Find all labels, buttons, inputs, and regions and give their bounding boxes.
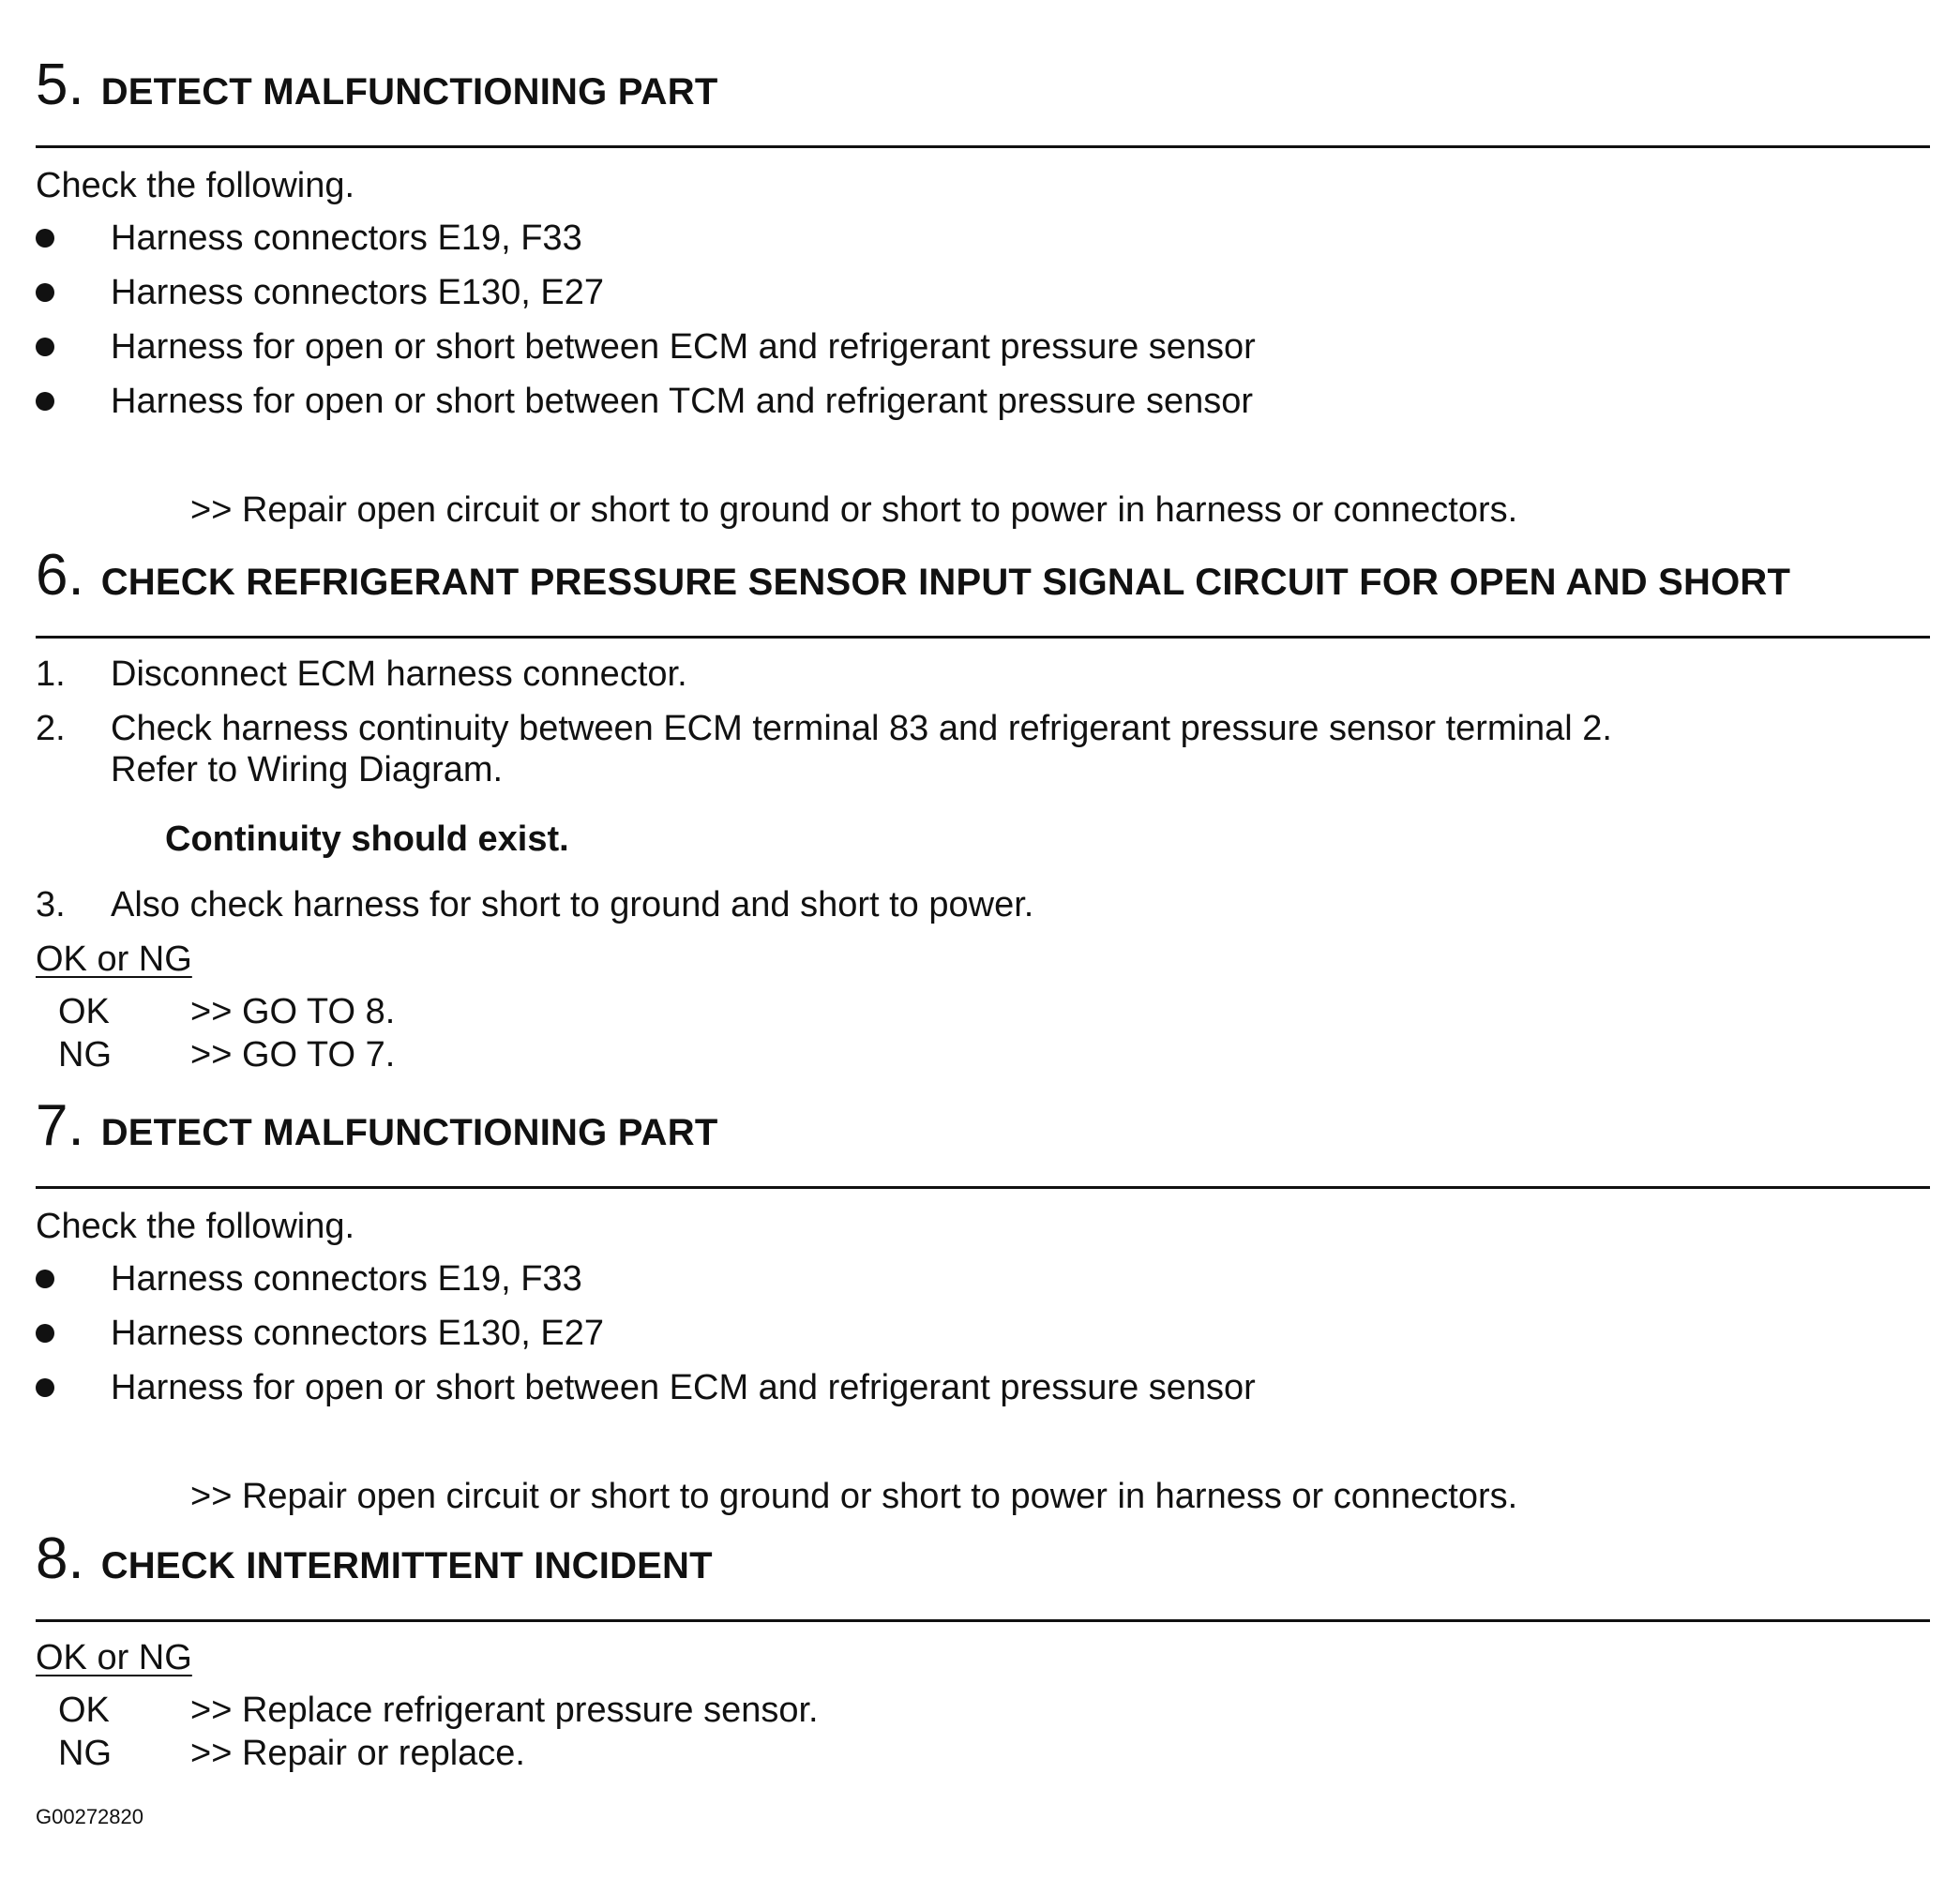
heading-rule (36, 636, 1930, 639)
step-number: 8 (36, 1526, 68, 1591)
heading-rule (36, 1619, 1930, 1622)
list-item: Harness connectors E19, F33 (111, 1259, 582, 1299)
result-key: NG (58, 1734, 112, 1773)
bullet-icon (36, 283, 54, 302)
step-title: DETECT MALFUNCTIONING PART (100, 1112, 718, 1153)
emphasis-text: Continuity should exist. (165, 819, 569, 859)
bullet-icon (36, 338, 54, 356)
result-key: OK (58, 992, 110, 1031)
intro-text: Check the following. (36, 166, 355, 205)
step-number: 7 (36, 1093, 68, 1158)
result-value: >> Repair or replace. (190, 1734, 525, 1773)
figure-code: G00272820 (36, 1805, 143, 1828)
section-heading: 6. CHECK REFRIGERANT PRESSURE SENSOR INPUT SIGNAL CIRCUIT FOR OPEN AND SHORT (36, 543, 1791, 608)
list-item: Harness connectors E130, E27 (111, 273, 604, 312)
section-heading: 7. DETECT MALFUNCTIONING PART (36, 1093, 718, 1158)
result-value: >> GO TO 7. (190, 1035, 396, 1075)
heading-rule (36, 1186, 1930, 1189)
bullet-icon (36, 1270, 54, 1288)
list-item: Harness for open or short between ECM and refrigerant pressure sensor (111, 327, 1256, 367)
step-label: 3. (36, 885, 66, 924)
result-value: >> Replace refrigerant pressure sensor. (190, 1691, 819, 1730)
step-label: 1. (36, 654, 66, 694)
list-item: Harness for open or short between TCM and refrigerant pressure sensor (111, 382, 1254, 421)
step-text: Disconnect ECM harness connector. (111, 654, 687, 694)
ok-or-ng-label: OK or NG (36, 939, 192, 979)
heading-rule (36, 145, 1930, 148)
action-text: >> Repair open circuit or short to ground or short to power in harness or connectors. (190, 1477, 1518, 1516)
step-number: 5 (36, 53, 68, 117)
action-text: >> Repair open circuit or short to ground or short to power in harness or connectors. (190, 490, 1518, 530)
result-key: NG (58, 1035, 112, 1075)
bullet-icon (36, 229, 54, 248)
step-text-continued: Refer to Wiring Diagram. (111, 750, 504, 789)
bullet-icon (36, 1378, 54, 1397)
step-title: DETECT MALFUNCTIONING PART (100, 71, 718, 113)
step-label: 2. (36, 709, 66, 748)
step-number: 6 (36, 543, 68, 608)
step-text: Check harness continuity between ECM terminal 83 and refrigerant pressure sensor terminal 2. (111, 709, 1612, 748)
section-heading: 8. CHECK INTERMITTENT INCIDENT (36, 1526, 713, 1591)
result-key: OK (58, 1691, 110, 1730)
step-title: CHECK INTERMITTENT INCIDENT (100, 1545, 713, 1586)
step-text: Also check harness for short to ground and short to power. (111, 885, 1034, 924)
list-item: Harness for open or short between ECM and refrigerant pressure sensor (111, 1368, 1256, 1407)
result-value: >> GO TO 8. (190, 992, 396, 1031)
list-item: Harness connectors E19, F33 (111, 218, 582, 258)
section-heading: 5. DETECT MALFUNCTIONING PART (36, 53, 718, 117)
ok-or-ng-label: OK or NG (36, 1638, 192, 1677)
intro-text: Check the following. (36, 1207, 355, 1246)
bullet-icon (36, 392, 54, 411)
list-item: Harness connectors E130, E27 (111, 1314, 604, 1353)
step-title: CHECK REFRIGERANT PRESSURE SENSOR INPUT SIGNAL CIRCUIT FOR OPEN AND SHORT (100, 562, 1791, 603)
bullet-icon (36, 1324, 54, 1343)
